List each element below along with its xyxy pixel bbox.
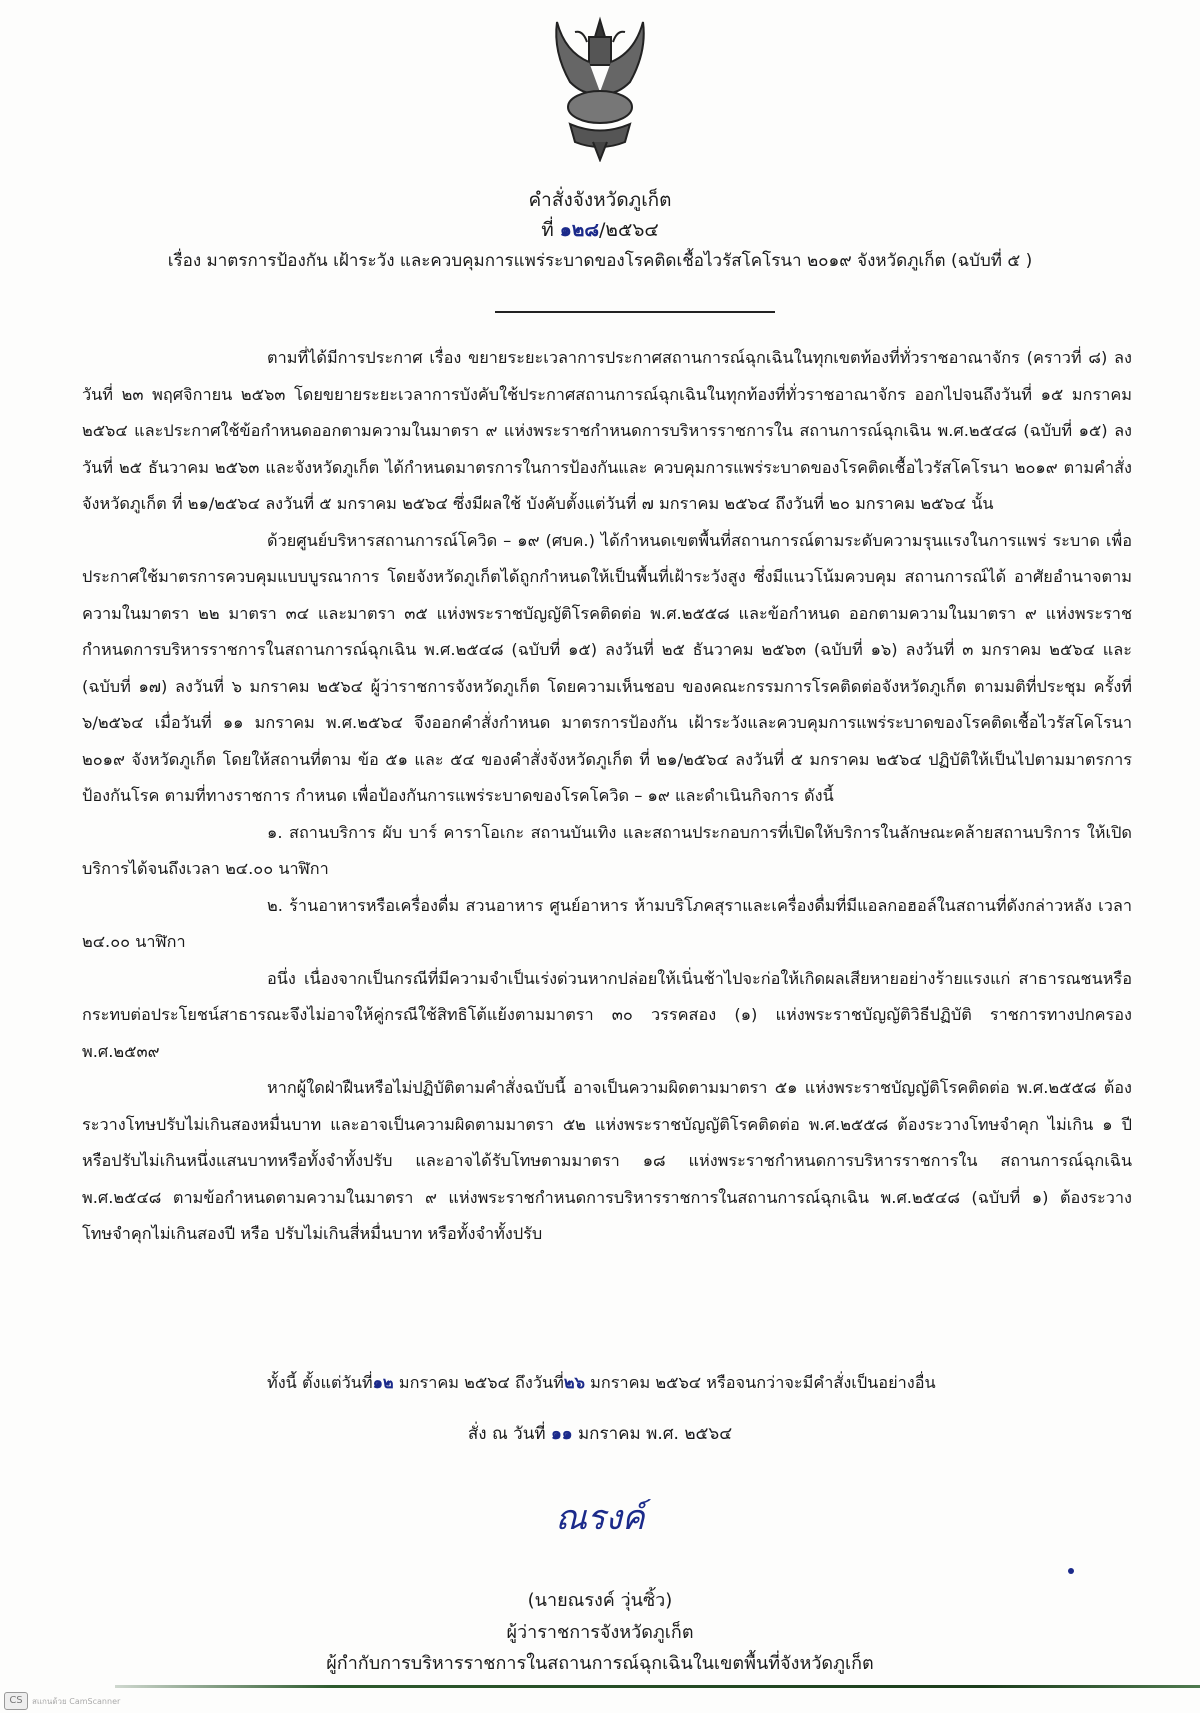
order-number [0, 215, 1200, 245]
paragraph-urgency: อนึ่ง เนื่องจากเป็นกรณีที่มีความจำเป็นเร่งด่วนหากปล่อยให้เนิ่นช้าไปจะก่อให้เกิดผลเสียหายอย่างร้ายแรงแก่ สาธารณชนหรือกระทบต่อประโยชน์สาธารณะจึงไม่อาจให้คู่กรณีใช้สิทธิโต้แย้งตามมาตรา ๓๐ วรรคสอง (๑) แห่งพระราชบัญญัติวิธีปฏิบัติ ราชการทางปกครอง พ.ศ.๒๕๓๙ [82, 968, 1132, 1061]
footer-divider [115, 1685, 1200, 1688]
header-divider [495, 311, 775, 313]
camscanner-logo-icon: CS [4, 1692, 28, 1710]
effective-suffix: มกราคม ๒๕๖๔ หรือจนกว่าจะมีคำสั่งเป็นอย่างอื่น [590, 1373, 936, 1392]
paragraph-background: ตามที่ได้มีการประกาศ เรื่อง ขยายระยะเวลาการประกาศสถานการณ์ฉุกเฉินในทุกเขตท้องที่ทั่วราชอาณาจักร (คราวที่ ๘) ลงวันที่ ๒๓ พฤศจิกายน ๒๕๖๓ โดยขยายระยะเวลาการบังคับใช้ประกาศสถานการณ์ฉุกเฉินในทุกท้องที่ทั่วราชอาณาจักร ออกไปจนถึงวันที่ ๑๕ มกราคม ๒๕๖๔ และประกาศใช้ข้อกำหนดออกตามความในมาตรา ๙ แห่งพระราชกำหนดการบริหารราชการใน สถานการณ์ฉุกเฉิน พ.ศ.๒๕๔๘ (ฉบับที่ ๑๕) ลงวันที่ ๒๕ ธันวาคม ๒๕๖๓ และจังหวัดภูเก็ต ได้กำหนดมาตรการในการป้องกันและ ควบคุมการแพร่ระบาดของโรคติดเชื้อไวรัสโคโรนา ๒๐๑๙ ตามคำสั่งจังหวัดภูเก็ต ที่ ๒๑/๒๕๖๔ ลงวันที่ ๕ มกราคม ๒๕๖๔ ซึ่งมีผลใช้ บังคับตั้งแต่วันที่ ๗ มกราคม ๒๕๖๔ ถึงวันที่ ๒๐ มกราคม ๒๕๖๔ นั้น [82, 348, 1132, 513]
garuda-emblem-icon [545, 12, 655, 162]
effective-middle: มกราคม ๒๕๖๔ ถึงวันที่ [398, 1373, 564, 1392]
effective-period [267, 1370, 936, 1396]
ink-dot [1068, 1568, 1074, 1574]
camscanner-watermark: สแกนด้วย CamScanner [32, 1697, 121, 1706]
effective-prefix: ทั้งนี้ ตั้งแต่วันที่ [267, 1373, 373, 1392]
paragraph-measure-2: ๒. ร้านอาหารหรือเครื่องดื่ม สวนอาหาร ศูนย์อาหาร ห้ามบริโภคสุราและเครื่องดื่มที่มีแอลกอฮอล์ในสถานที่ดังกล่าวหลัง เวลา ๒๔.๐๐ นาฬิกา [82, 895, 1132, 951]
paragraph-penalties: หากผู้ใดฝ่าฝืนหรือไม่ปฏิบัติตามคำสั่งฉบับนี้ อาจเป็นความผิดตามมาตรา ๕๑ แห่งพระราชบัญญัติโรคติดต่อ พ.ศ.๒๕๕๘ ต้องระวางโทษปรับไม่เกินสองหมื่นบาท และอาจเป็นความผิดตามมาตรา ๕๒ แห่งพระราชบัญญัติโรคติดต่อ พ.ศ.๒๕๕๘ ต้องระวางโทษจำคุก ไม่เกิน ๑ ปี หรือปรับไม่เกินหนึ่งแสนบาทหรือทั้งจำทั้งปรับ และอาจได้รับโทษตามมาตรา ๑๘ แห่งพระราชกำหนดการบริหารราชการใน สถานการณ์ฉุกเฉิน พ.ศ.๒๕๔๘ ตามข้อกำหนดตามความในมาตรา ๙ แห่งพระราชกำหนดการบริหารราชการในสถานการณ์ฉุกเฉิน พ.ศ.๒๕๔๘ (ฉบับที่ ๑) ต้องระวางโทษจำคุกไม่เกินสองปี หรือ ปรับไม่เกินสี่หมื่นบาท หรือทั้งจำทั้งปรับ [82, 1078, 1132, 1243]
order-body [82, 340, 1132, 1253]
signatory-role: ผู้กำกับการบริหารราชการในสถานการณ์ฉุกเฉินในเขตพื้นที่จังหวัดภูเก็ต [326, 1653, 874, 1674]
order-number-handwritten: ๑๒๘ [559, 219, 600, 241]
order-number-prefix: ที่ [541, 219, 554, 241]
signatory-position: ผู้ว่าราชการจังหวัดภูเก็ต [506, 1622, 694, 1643]
document-title: คำสั่งจังหวัดภูเก็ต [528, 189, 672, 211]
paragraph-authority: ด้วยศูนย์บริหารสถานการณ์โควิด – ๑๙ (ศบค.) ได้กำหนดเขตพื้นที่สถานการณ์ตามระดับความรุนแรงในการแพร่ ระบาด เพื่อประกาศใช้มาตรการควบคุมแบบบูรณาการ โดยจังหวัดภูเก็ตได้ถูกกำหนดให้เป็นพื้นที่เฝ้าระวังสูง ซึ่งมีแนวโน้มควบคุม สถานการณ์ได้ อาศัยอำนาจตามความในมาตรา ๒๒ มาตรา ๓๔ และมาตรา ๓๕ แห่งพระราชบัญญัติโรคติดต่อ พ.ศ.๒๕๕๘ และข้อกำหนด ออกตามความในมาตรา ๙ แห่งพระราชกำหนดการบริหารราชการในสถานการณ์ฉุกเฉิน พ.ศ.๒๕๔๘ (ฉบับที่ ๑๕) ลงวันที่ ๒๕ ธันวาคม ๒๕๖๓ (ฉบับที่ ๑๖) ลงวันที่ ๓ มกราคม ๒๕๖๔ และ (ฉบับที่ ๑๗) ลงวันที่ ๖ มกราคม ๒๕๖๔ ผู้ว่าราชการจังหวัดภูเก็ต โดยความเห็นชอบ ของคณะกรรมการโรคติดต่อจังหวัดภูเก็ต ตามมติที่ประชุม ครั้งที่ ๖/๒๕๖๔ เมื่อวันที่ ๑๑ มกราคม พ.ศ.๒๕๖๔ จึงออกคำสั่งกำหนด มาตรการป้องกัน เฝ้าระวังและควบคุมการแพร่ระบาดของโรคติดเชื้อไวรัสโคโรนา ๒๐๑๙ จังหวัดภูเก็ต โดยให้สถานที่ตาม ข้อ ๕๑ และ ๕๔ ของคำสั่งจังหวัดภูเก็ต ที่ ๒๑/๒๕๖๔ ลงวันที่ ๕ มกราคม ๒๕๖๔ ปฏิบัติให้เป็นไปตามมาตรการป้องกันโรค ตามที่ทางราชการ กำหนด เพื่อป้องกันการแพร่ระบาดของโรคโควิด – ๑๙ และดำเนินกิจการ ดังนี้ [82, 530, 1132, 805]
effective-end-day: ๒๖ [563, 1373, 585, 1392]
ordered-prefix: สั่ง ณ วันที่ [467, 1424, 546, 1444]
handwritten-signature: ณรงค์ [555, 1498, 645, 1538]
ordered-day: ๑๑ [550, 1424, 573, 1444]
effective-start-day: ๑๒ [372, 1373, 394, 1392]
ordered-date [0, 1420, 1200, 1447]
order-number-year: /๒๕๖๔ [599, 219, 659, 241]
ordered-suffix: มกราคม พ.ศ. ๒๕๖๔ [577, 1424, 733, 1444]
signatory-name: (นายณรงค์ วุ่นซิ้ว) [527, 1590, 673, 1611]
order-subject: เรื่อง มาตรการป้องกัน เฝ้าระวัง และควบคุมการแพร่ระบาดของโรคติดเชื้อไวรัสโคโรนา ๒๐๑๙ จังหวัดภูเก็ต (ฉบับที่ ๕ ) [167, 251, 1033, 271]
paragraph-measure-1: ๑. สถานบริการ ผับ บาร์ คาราโอเกะ สถานบันเทิง และสถานประกอบการที่เปิดให้บริการในลักษณะคล้ายสถานบริการ ให้เปิดบริการได้จนถึงเวลา ๒๔.๐๐ นาฬิกา [82, 822, 1132, 878]
